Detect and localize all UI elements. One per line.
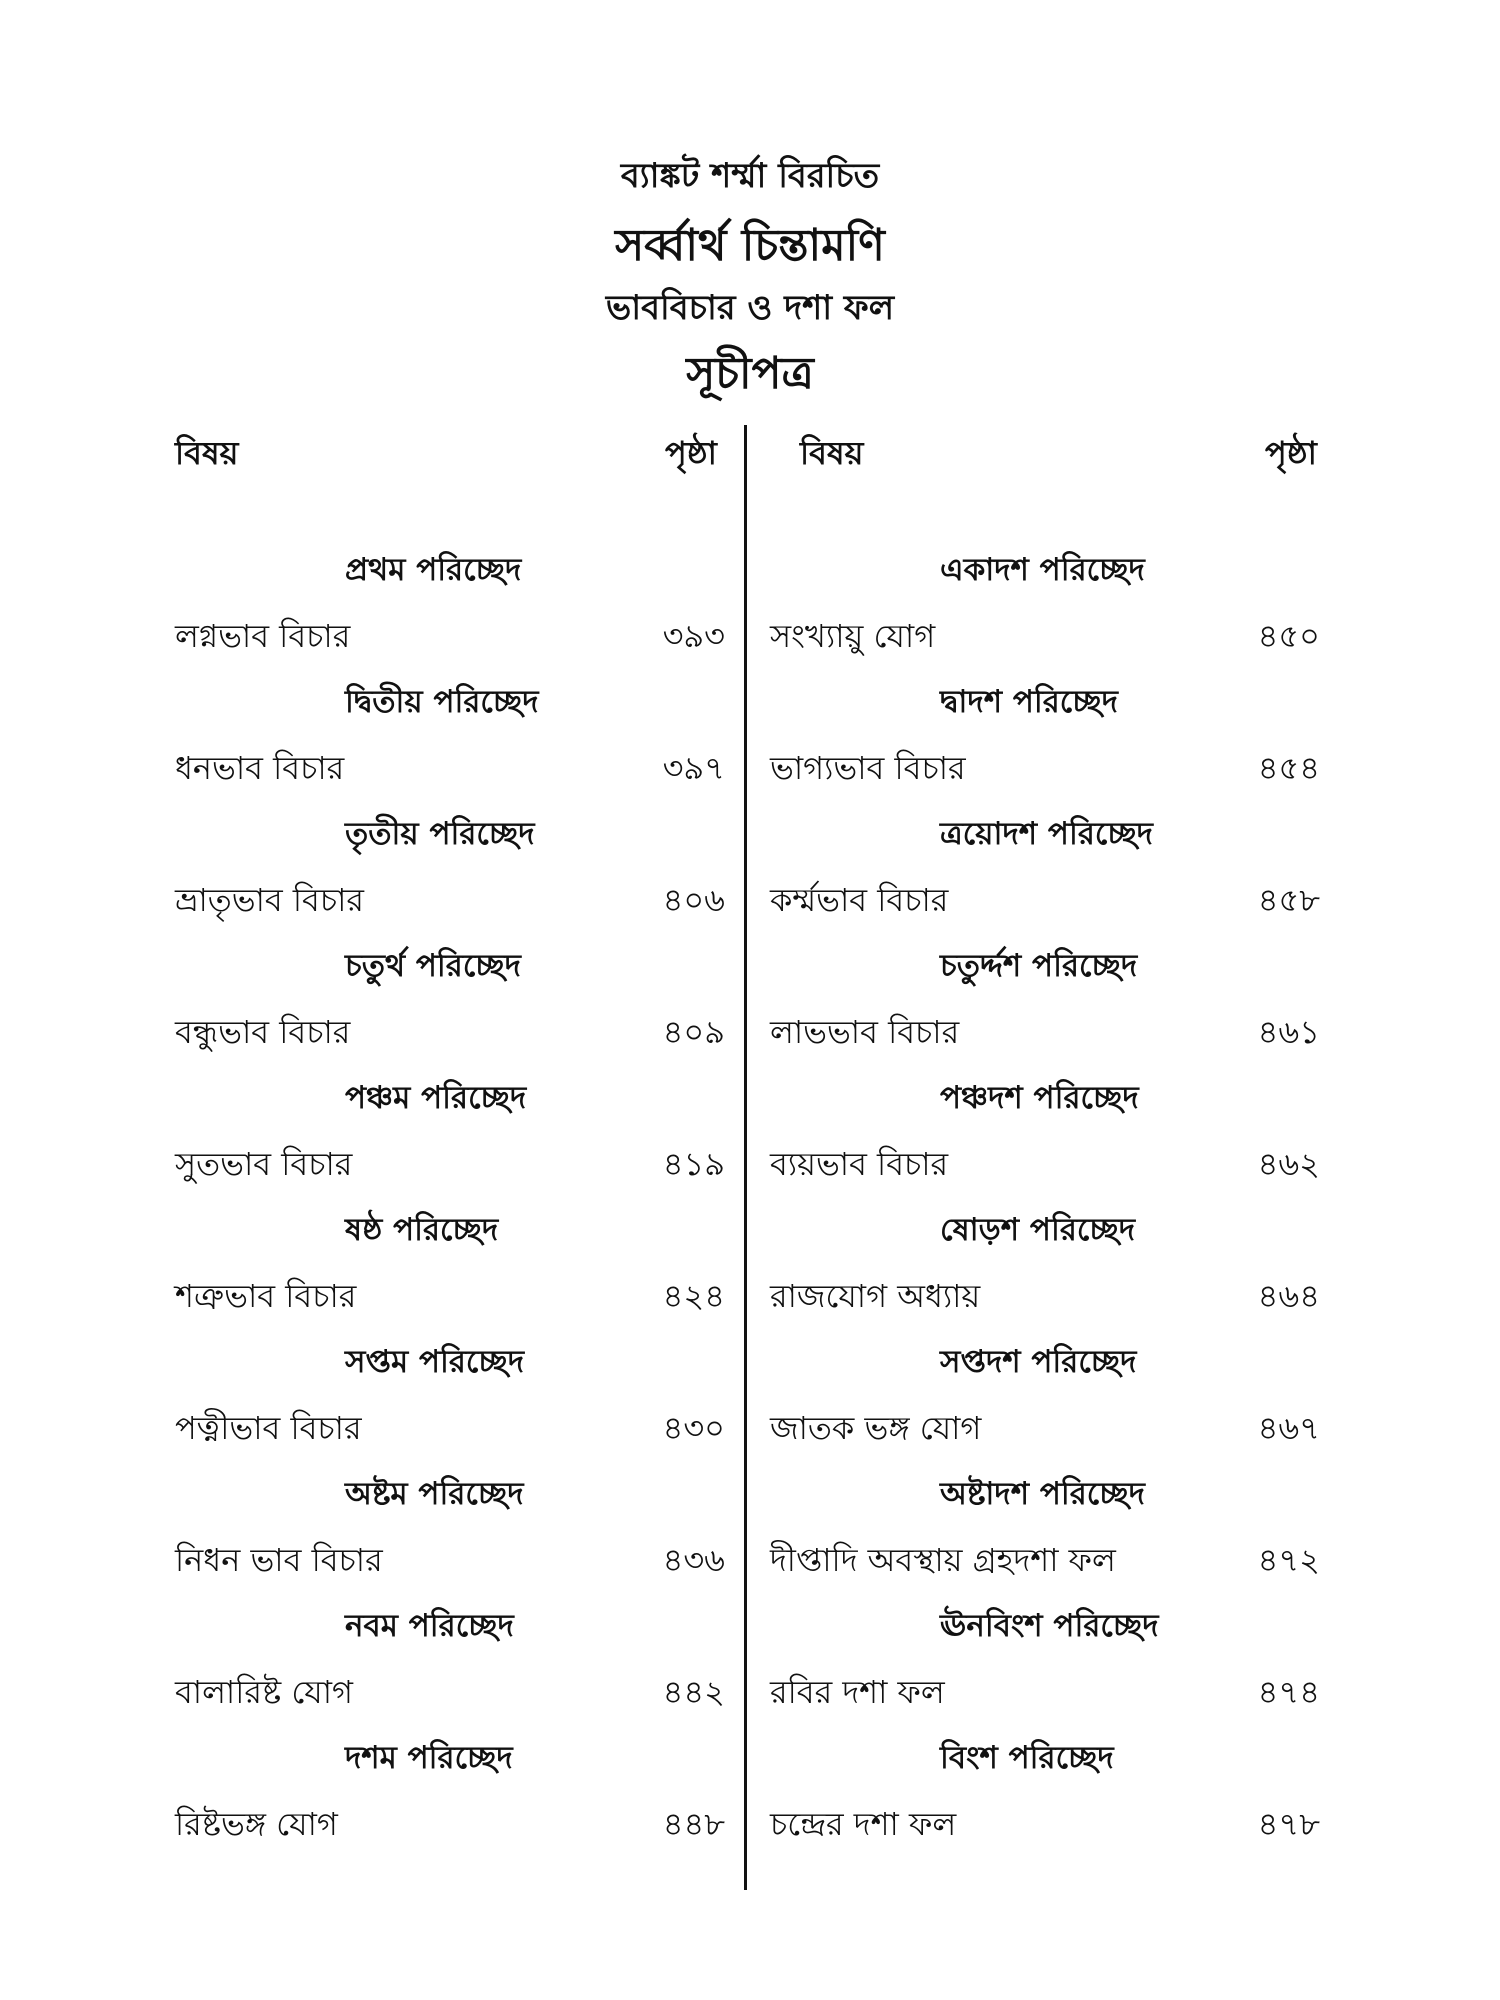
toc-section: [770, 672, 1320, 804]
chapter-heading: সপ্তম পরিচ্ছেদ: [345, 1344, 525, 1380]
toc-section: [175, 1464, 725, 1596]
left-contents-column: [175, 540, 725, 1860]
toc-entry: [175, 600, 725, 672]
contents-heading: সূচীপত্র: [686, 348, 814, 399]
entry-title: বন্ধুভাব বিচার: [175, 1013, 351, 1051]
chapter-heading: ষষ্ঠ পরিচ্ছেদ: [345, 1212, 499, 1248]
entry-page: ৪৪৮: [662, 1805, 725, 1843]
toc-section: [175, 672, 725, 804]
left-page-header: পৃষ্ঠা: [665, 434, 717, 472]
toc-entry: [770, 1656, 1320, 1728]
toc-entry: [175, 1524, 725, 1596]
toc-section: [175, 1200, 725, 1332]
chapter-heading: পঞ্চম পরিচ্ছেদ: [345, 1080, 527, 1116]
entry-page: ৪৫৪: [1257, 749, 1320, 787]
entry-page: ৪৭৪: [1257, 1673, 1320, 1711]
left-subject-header: বিষয়: [175, 434, 239, 472]
toc-section: [770, 1464, 1320, 1596]
chapter-heading: ঊনবিংশ পরিচ্ছেদ: [940, 1608, 1159, 1644]
chapter-heading: সপ্তদশ পরিচ্ছেদ: [940, 1344, 1137, 1380]
entry-page: ৪৬৪: [1257, 1277, 1320, 1315]
entry-title: রিষ্টভঙ্গ যোগ: [175, 1805, 338, 1843]
chapter-heading: দ্বিতীয় পরিচ্ছেদ: [345, 684, 539, 720]
entry-title: ধনভাব বিচার: [175, 749, 345, 787]
entry-title: সংখ্যায়ু যোগ: [770, 617, 936, 655]
entry-title: সুতভাব বিচার: [175, 1145, 353, 1183]
entry-title: চন্দ্রের দশা ফল: [770, 1805, 957, 1843]
entry-page: ৪৬৭: [1257, 1409, 1320, 1447]
entry-title: রাজযোগ অধ্যায়: [770, 1277, 981, 1315]
entry-title: পত্নীভাব বিচার: [175, 1409, 362, 1447]
entry-page: ৪০৬: [662, 881, 725, 919]
entry-title: ভাগ্যভাব বিচার: [770, 749, 966, 787]
chapter-heading: একাদশ পরিচ্ছেদ: [940, 552, 1145, 588]
right-page-header: পৃষ্ঠা: [1265, 434, 1317, 472]
chapter-heading: নবম পরিচ্ছেদ: [345, 1608, 514, 1644]
toc-section: [175, 1728, 725, 1860]
chapter-heading: পঞ্চদশ পরিচ্ছেদ: [940, 1080, 1139, 1116]
chapter-heading: চতুর্থ পরিচ্ছেদ: [345, 948, 521, 984]
toc-section: [175, 936, 725, 1068]
entry-title: ব্যয়ভাব বিচার: [770, 1145, 949, 1183]
toc-entry: [770, 732, 1320, 804]
toc-entry: [770, 1128, 1320, 1200]
toc-entry: [175, 1788, 725, 1860]
toc-entry: [175, 1260, 725, 1332]
entry-page: ৪৩০: [662, 1409, 725, 1447]
chapter-heading: ত্রয়োদশ পরিচ্ছেদ: [940, 816, 1153, 852]
entry-page: ৪৭২: [1257, 1541, 1320, 1579]
toc-section: [770, 1068, 1320, 1200]
entry-title: বালারিষ্ট যোগ: [175, 1673, 353, 1711]
entry-title: নিধন ভাব বিচার: [175, 1541, 383, 1579]
toc-section: [175, 1068, 725, 1200]
entry-title: লগ্নভাব বিচার: [175, 617, 351, 655]
entry-page: ৪৪২: [662, 1673, 725, 1711]
chapter-heading: তৃতীয় পরিচ্ছেদ: [345, 816, 535, 852]
toc-section: [770, 540, 1320, 672]
entry-title: লাভভাব বিচার: [770, 1013, 960, 1051]
toc-section: [770, 1332, 1320, 1464]
right-subject-header: বিষয়: [800, 434, 864, 472]
entry-title: ভ্রাতৃভাব বিচার: [175, 881, 365, 919]
entry-page: ৪২৪: [662, 1277, 725, 1315]
entry-page: ৩৯৩: [662, 617, 725, 655]
entry-page: ৪৫০: [1257, 617, 1320, 655]
toc-entry: [770, 1260, 1320, 1332]
entry-title: দীপ্তাদি অবস্থায় গ্রহদশা ফল: [770, 1541, 1116, 1579]
toc-section: [770, 936, 1320, 1068]
toc-section: [770, 1596, 1320, 1728]
entry-title: কর্ম্মভাব বিচার: [770, 881, 949, 919]
entry-title: জাতক ভঙ্গ যোগ: [770, 1409, 982, 1447]
entry-title: শত্রুভাব বিচার: [175, 1277, 357, 1315]
entry-page: ৪১৯: [662, 1145, 725, 1183]
chapter-heading: অষ্টাদশ পরিচ্ছেদ: [940, 1476, 1145, 1512]
author-line: ব্যাঙ্কট শর্ম্মা বিরচিত: [620, 156, 880, 196]
chapter-heading: দ্বাদশ পরিচ্ছেদ: [940, 684, 1118, 720]
toc-section: [175, 1332, 725, 1464]
toc-entry: [175, 1392, 725, 1464]
toc-entry: [770, 996, 1320, 1068]
toc-entry: [175, 1128, 725, 1200]
toc-entry: [175, 1656, 725, 1728]
toc-entry: [175, 864, 725, 936]
toc-entry: [770, 600, 1320, 672]
toc-section: [175, 804, 725, 936]
toc-entry: [770, 1524, 1320, 1596]
chapter-heading: চতুর্দ্দশ পরিচ্ছেদ: [940, 948, 1138, 984]
chapter-heading: প্রথম পরিচ্ছেদ: [345, 552, 522, 588]
toc-entry: [770, 1788, 1320, 1860]
entry-page: ৪৬২: [1257, 1145, 1320, 1183]
book-title: সর্ব্বার্থ চিন্তামণি: [615, 220, 885, 271]
toc-section: [175, 540, 725, 672]
entry-title: রবির দশা ফল: [770, 1673, 945, 1711]
chapter-heading: বিংশ পরিচ্ছেদ: [940, 1740, 1114, 1776]
entry-page: ৪৭৮: [1257, 1805, 1320, 1843]
entry-page: ৪০৯: [662, 1013, 725, 1051]
right-contents-column: [770, 540, 1320, 1860]
entry-page: ৪৬১: [1257, 1013, 1320, 1051]
toc-entry: [175, 732, 725, 804]
toc-entry: [175, 996, 725, 1068]
entry-page: ৩৯৭: [662, 749, 725, 787]
column-divider: [744, 425, 747, 1890]
toc-entry: [770, 864, 1320, 936]
toc-section: [770, 804, 1320, 936]
chapter-heading: অষ্টম পরিচ্ছেদ: [345, 1476, 524, 1512]
book-subtitle: ভাববিচার ও দশা ফল: [605, 288, 895, 328]
chapter-heading: দশম পরিচ্ছেদ: [345, 1740, 513, 1776]
entry-page: ৪৩৬: [662, 1541, 725, 1579]
toc-section: [175, 1596, 725, 1728]
toc-section: [770, 1200, 1320, 1332]
entry-page: ৪৫৮: [1257, 881, 1320, 919]
toc-section: [770, 1728, 1320, 1860]
toc-entry: [770, 1392, 1320, 1464]
chapter-heading: ষোড়শ পরিচ্ছেদ: [940, 1212, 1135, 1248]
